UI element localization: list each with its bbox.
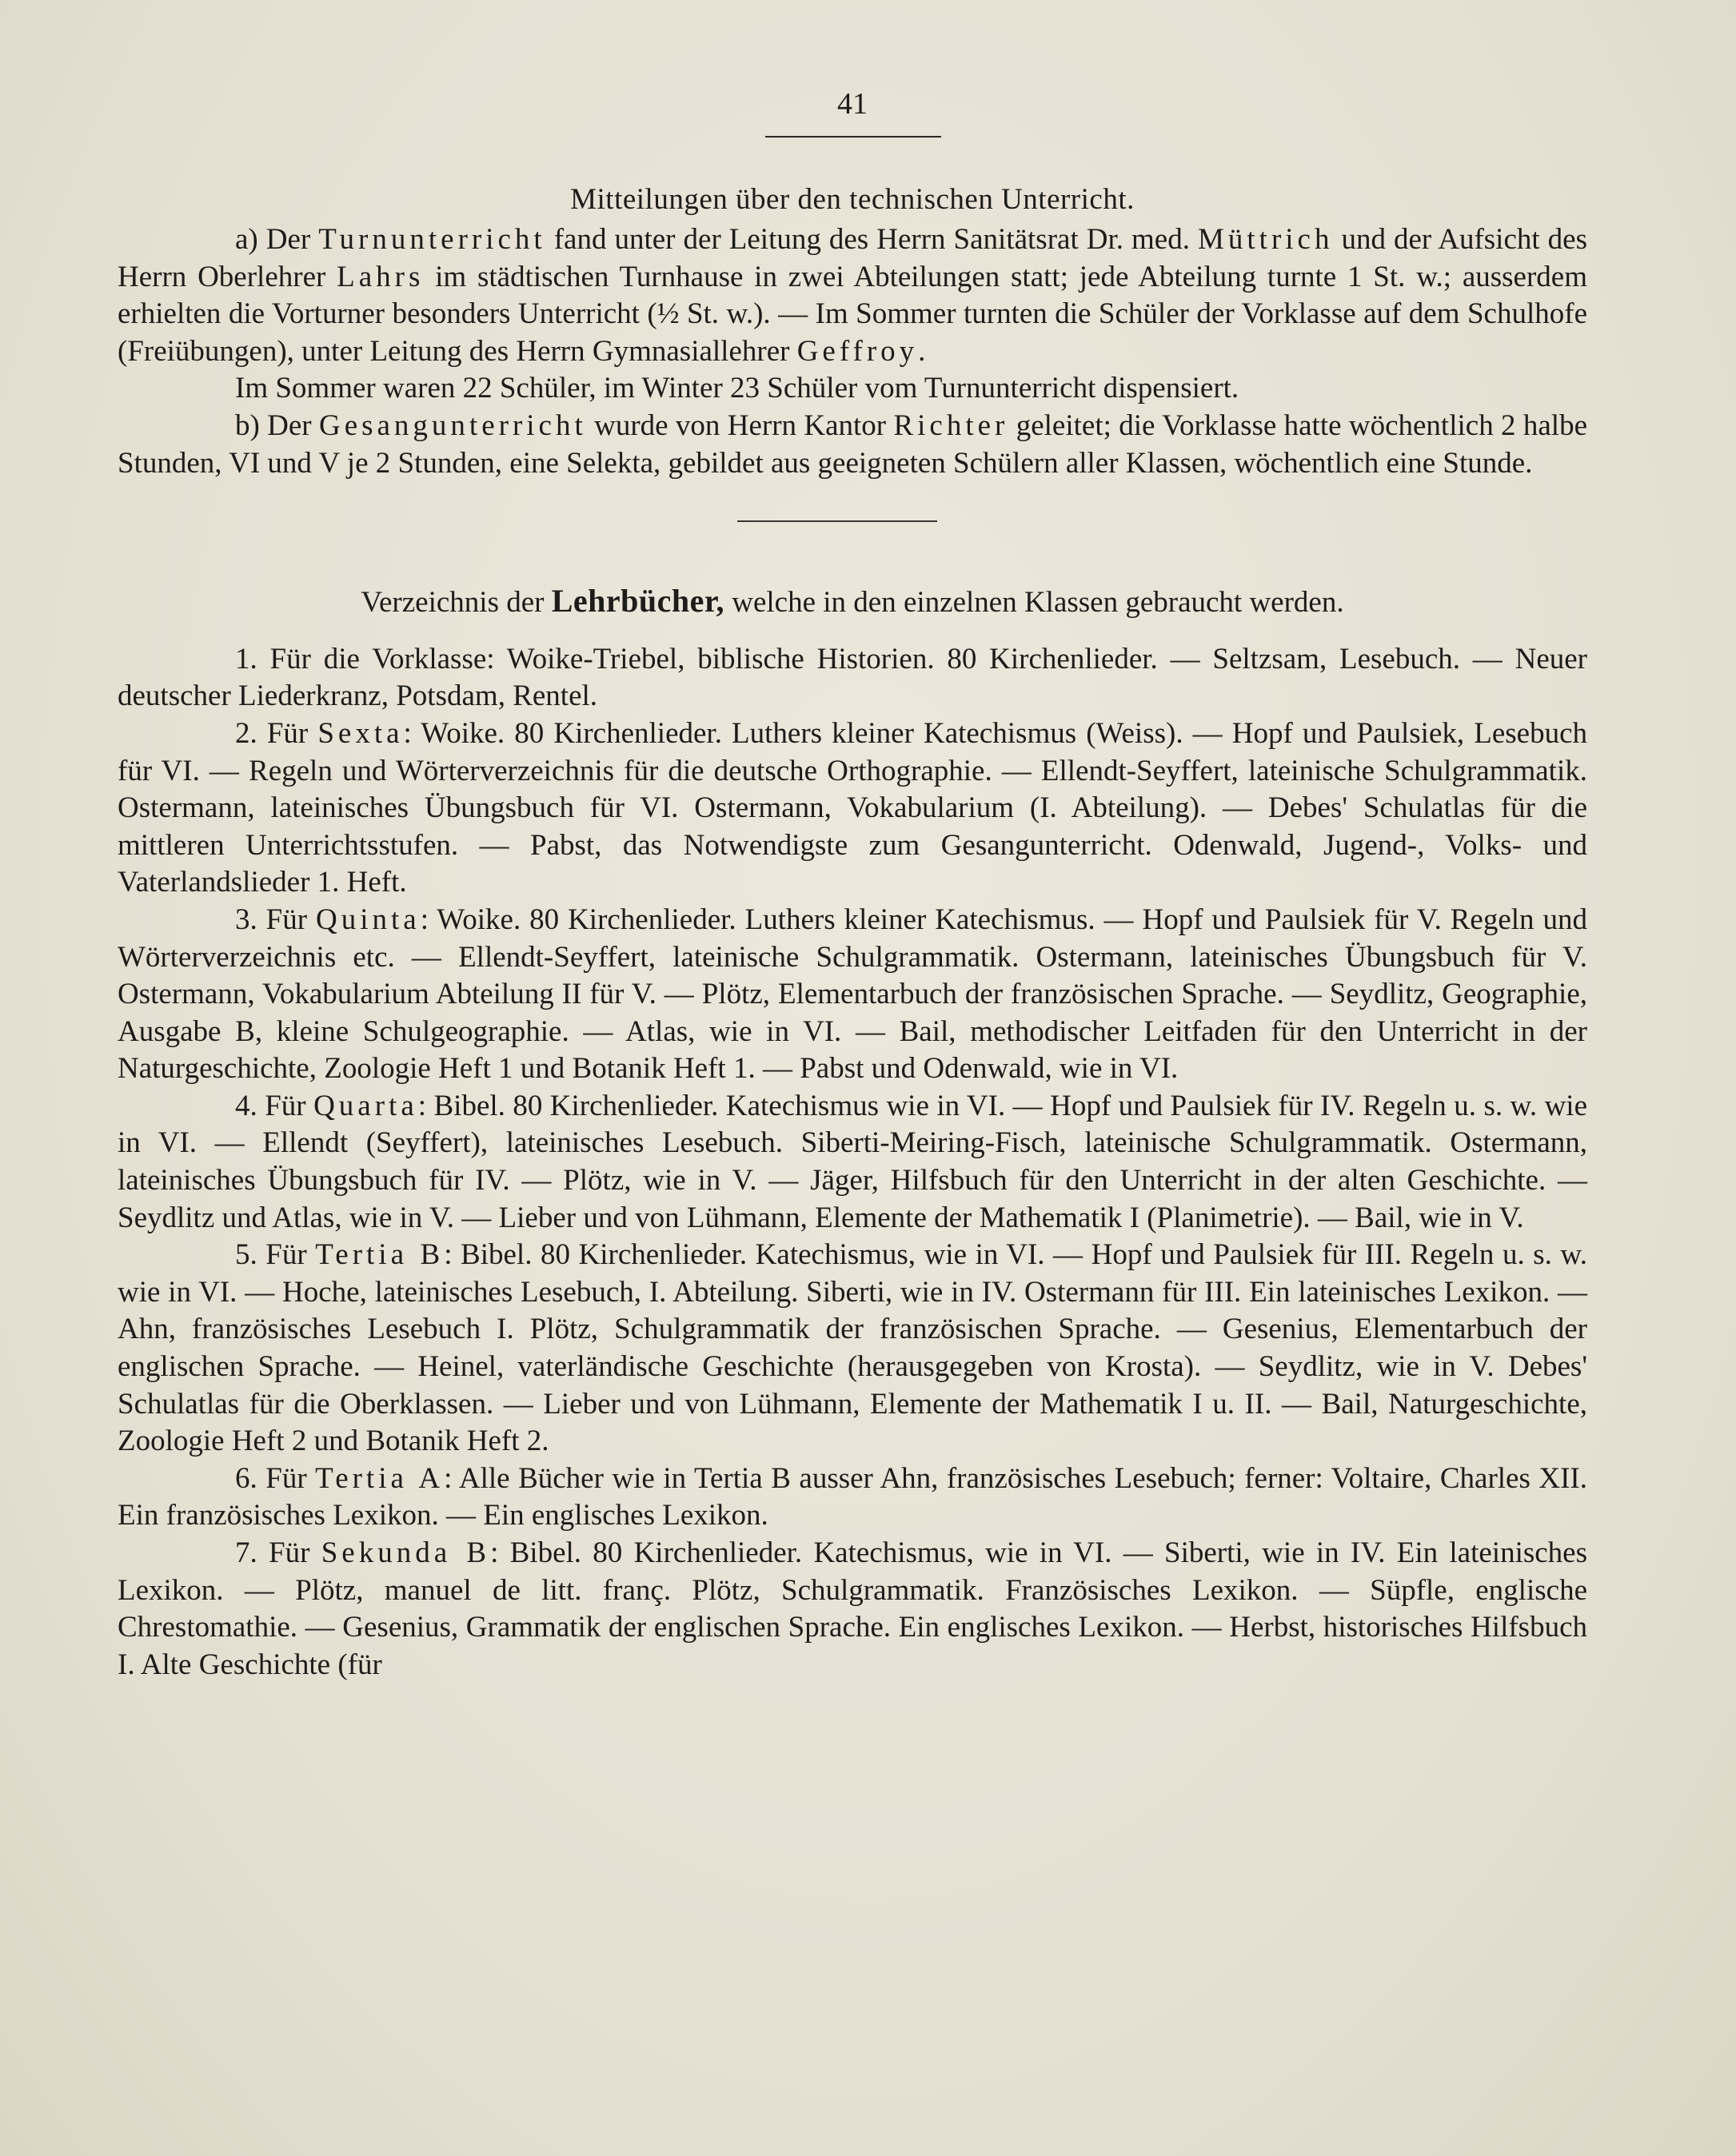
spaced-term: Gesangunterricht (318, 408, 587, 442)
text-run: a) Der (235, 223, 319, 256)
list-item-sekunda-b (118, 1535, 1587, 1684)
page-number: 41 (837, 87, 868, 121)
text-run: wurde von Herrn Kantor (586, 408, 894, 442)
item-lead: 2. Für (235, 716, 318, 750)
text-run: Verzeichnis der (361, 586, 552, 620)
list-item-sexta (118, 715, 1587, 902)
spaced-name: Geffroy (796, 334, 919, 368)
header-rule (765, 136, 941, 137)
class-name: Tertia A (315, 1461, 445, 1495)
item-lead: 3. Für (235, 903, 317, 936)
class-name: Tertia B (315, 1238, 445, 1272)
item-body: : Bibel. 80 Kirchenlieder. Katechismus wie in VI. — Hopf und Paulsiek für IV. Regeln u. s. w. wie in VI. — Ellendt (Seyffert), lateinisches Lesebuch. Siberti-Meiring-Fisch, lateinische Schulgrammatik. Ostermann, lateinisches Übungsbuch für IV. — Plötz, wie in V. — Jäger, Hilfsbuch für den Unterricht in der alten Geschichte. — Seydlitz und Atlas, wie in V. — Lieber und von Lühmann, Elemente der Mathematik I (Planimetrie). — Bail, wie in V. (118, 1089, 1587, 1234)
item-body: : Alle Bücher wie in Tertia B ausser Ahn, französisches Lesebuch; ferner: Voltaire, Charles XII. Ein französisches Lexikon. — Ein englisches Lexikon. (118, 1461, 1587, 1532)
section-title-lehrbuecher (118, 583, 1587, 622)
item-lead: 4. Für (235, 1089, 314, 1122)
text-column (118, 86, 1587, 1684)
list-item-vorklasse (118, 641, 1587, 715)
item-lead: 1. Für die Vorklasse: (235, 642, 507, 675)
class-name: Quinta (316, 903, 421, 936)
list-item-tertia-b (118, 1237, 1587, 1461)
text-run: im städtischen Turnhause in zwei Abteilungen statt; jede Abteilung turnte 1 St. w.; ausserdem erhielten die Vorturner besonders Unterricht (½ St. w.). — Im Sommer turnten die Schüler der Vorklasse auf dem Schulhofe (Freiübungen), unter Leitung des Herrn Gymnasiallehrer (118, 260, 1587, 368)
section-title-technical: Mitteilungen über den technischen Unterricht. (570, 183, 1135, 216)
spaced-name: Richter (893, 408, 1009, 442)
text-run: b) Der (235, 408, 319, 442)
paragraph-turnunterricht (118, 221, 1587, 370)
text-run: . (918, 334, 926, 368)
item-lead: 5. Für (235, 1238, 316, 1272)
item-body: : Woike. 80 Kirchenlieder. Luthers kleiner Katechismus. — Hopf und Paulsiek für V. Regeln und Wörterverzeichnis etc. — Ellendt-Seyffert, lateinische Schulgrammatik. Ostermann, lateinisches Übungsbuch für V. Ostermann, Vokabularium Abteilung II für V. — Plötz, Elementarbuch der französischen Sprache. — Seydlitz, Geographie, Ausgabe B, kleine Schulgeographie. — Atlas, wie in VI. — Bail, methodischer Leitfaden für den Unterricht in der Naturgeschichte, Zoologie Heft 1 und Botanik Heft 1. — Pabst und Odenwald, wie in VI. (118, 903, 1587, 1086)
section-divider (737, 520, 937, 522)
spaced-term: Turnunterricht (318, 223, 546, 256)
text-run: fand unter der Leitung des Herrn Sanitätsrat Dr. med. (545, 223, 1198, 256)
item-body: : Woike. 80 Kirchenlieder. Luthers kleiner Katechismus (Weiss). — Hopf und Paulsiek, Lesebuch für VI. — Regeln und Wörterverzeichnis für die deutsche Orthographie. — Ellendt-Seyffert, lateinische Schulgrammatik. Ostermann, lateinisches Übungsbuch für VI. Ostermann, Vokabularium (I. Abteilung). — Debes' Schulatlas für die mittleren Unterrichtsstufen. — Pabst, das Notwendigste zum Gesangunterricht. Odenwald, Jugend-, Volks- und Vaterlandslieder 1. Heft. (118, 716, 1587, 899)
spaced-name: Lahrs (337, 260, 425, 293)
item-lead: 7. Für (235, 1536, 321, 1569)
paragraph-dispensiert: Im Sommer waren 22 Schüler, im Winter 23 Schüler vom Turnunterricht dispensiert. (235, 372, 1239, 405)
bold-term: Lehrbücher, (551, 583, 724, 620)
class-name: Quarta (313, 1089, 418, 1122)
paragraph-gesangunterricht (118, 408, 1587, 482)
item-lead: 6. Für (235, 1461, 316, 1495)
text-run: geleitet; die Vorklasse hatte wöchentlich 2 halbe Stunden, VI und V je 2 Stunden, eine Selekta, gebildet aus geeigneten Schülern aller Klassen, wöchentlich eine Stunde. (118, 408, 1587, 480)
item-body: Woike-Triebel, biblische Historien. 80 Kirchenlieder. — Seltzsam, Lesebuch. — Neuer deutscher Liederkranz, Potsdam, Rentel. (118, 642, 1587, 713)
class-name: Sexta (317, 716, 404, 750)
list-item-tertia-a (118, 1461, 1587, 1535)
item-body: : Bibel. 80 Kirchenlieder. Katechismus, wie in VI. — Siberti, wie in IV. Ein lateinisches Lexikon. — Plötz, manuel de litt. franç. Plötz, Schulgrammatik. Französisches Lexikon. — Süpfle, englische Chrestomathie. — Gesenius, Grammatik der englischen Sprache. Ein englisches Lexikon. — Herbst, historisches Hilfsbuch I. Alte Geschichte (für (118, 1536, 1587, 1681)
text-run: und der Aufsicht des Herrn Oberlehrer (118, 223, 1587, 293)
list-item-quinta (118, 902, 1587, 1088)
list-item-quarta (118, 1088, 1587, 1237)
spaced-name: Müttrich (1197, 223, 1334, 256)
item-body: : Bibel. 80 Kirchenlieder. Katechismus, wie in VI. — Hopf und Paulsiek für III. Regeln u. s. w. wie in VI. — Hoche, lateinisches Lesebuch, I. Abteilung. Siberti, wie in IV. Ostermann für III. Ein lateinisches Lexikon. — Ahn, französisches Lesebuch I. Plötz, Schulgrammatik der französischen Sprache. — Gesenius, Elementarbuch der englischen Sprache. — Heinel, vaterländische Geschichte (herausgegeben von Krosta). — Seydlitz, wie in V. Debes' Schulatlas für die Oberklassen. — Lieber und von Lühmann, Elemente der Mathematik I u. II. — Bail, Naturgeschichte, Zoologie Heft 2 und Botanik Heft 2. (118, 1238, 1588, 1458)
text-run: welche in den einzelnen Klassen gebraucht werden. (724, 586, 1344, 620)
class-name: Sekunda B (321, 1536, 491, 1569)
